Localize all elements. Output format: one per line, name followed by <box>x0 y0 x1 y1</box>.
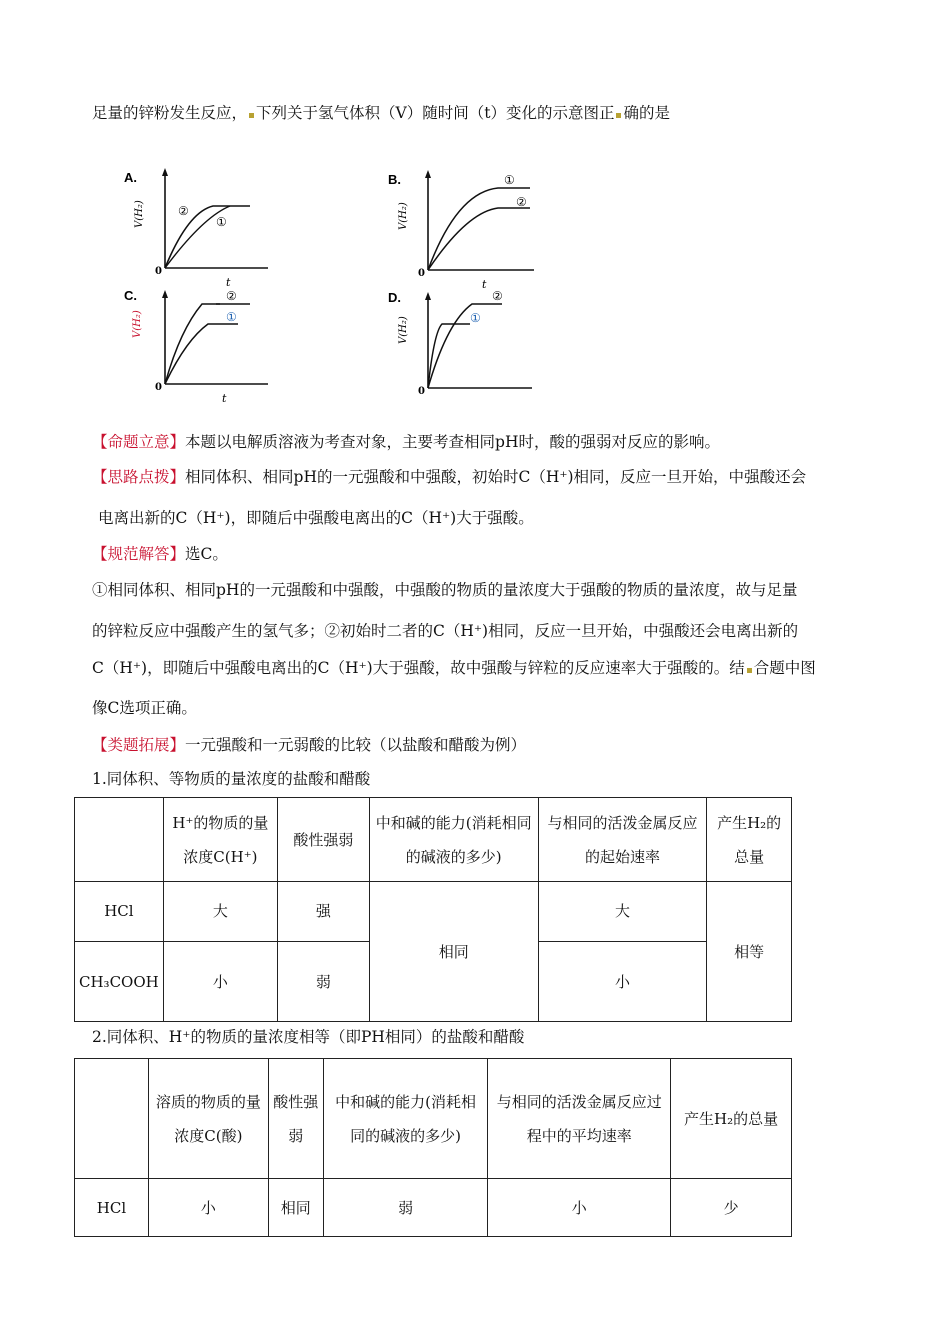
curve-2-label: ② <box>516 195 527 209</box>
curve-1 <box>165 324 238 384</box>
silu-tag: 【思路点拨】 <box>92 468 186 486</box>
origin-label: 0 <box>155 266 162 277</box>
y-axis-label: V(H₂) <box>398 202 409 230</box>
x-axis-label: t <box>226 276 231 289</box>
table-2 <box>74 1058 792 1237</box>
table2-row1-total: 少 <box>671 1179 792 1237</box>
table2-row1-rate: 小 <box>488 1179 671 1237</box>
curve-1-label: ① <box>216 215 227 229</box>
table1-header-total: 产生H₂的总量 <box>707 798 792 882</box>
origin-label: 0 <box>155 382 162 393</box>
mingti-section <box>92 430 720 452</box>
curve-2-label: ② <box>178 204 189 218</box>
origin-label: 0 <box>418 386 425 397</box>
silu-text-1: 相同体积、相同pH的一元强酸和中强酸，初始时C（H⁺)相同，反应一旦开始，中强酸还会 <box>185 468 807 486</box>
table1-header-rate: 与相同的活泼金属反应的起始速率 <box>538 798 707 882</box>
y-axis-arrow <box>162 168 168 176</box>
table1-header-neutralize: 中和碱的能力(消耗相同的碱液的多少) <box>369 798 538 882</box>
explanation-line-4: 像C选项正确。 <box>92 699 197 717</box>
table1-caption: 1.同体积、等物质的量浓度的盐酸和醋酸 <box>92 770 371 788</box>
table1-header-concentration: H⁺的物质的量浓度C(H⁺) <box>163 798 277 882</box>
figure-a-label: A. <box>124 170 137 185</box>
table1-row2-conc: 小 <box>163 942 277 1022</box>
table1-row1-rate: 大 <box>538 882 707 942</box>
table2-caption: 2.同体积、H⁺的物质的量浓度相等（即PH相同）的盐酸和醋酸 <box>92 1028 525 1046</box>
table1-row1-acid: HCl <box>75 882 164 942</box>
leiti-section <box>92 733 526 755</box>
figure-b <box>382 162 542 291</box>
guifan-section <box>92 542 228 564</box>
y-axis-label: V(H₂) <box>398 316 409 344</box>
table2-header-empty <box>75 1059 149 1179</box>
curve-2 <box>165 304 220 384</box>
curve-1-label: ① <box>504 173 515 187</box>
x-axis-label: t <box>482 278 487 291</box>
y-axis-label: V(H₂) <box>132 310 143 338</box>
figure-b-label: B. <box>388 172 401 187</box>
table2-header-concentration: 溶质的物质的量浓度C(酸) <box>148 1059 268 1179</box>
curve-2 <box>428 304 502 388</box>
table1-header-acidity: 酸性强弱 <box>278 798 370 882</box>
guifan-tag: 【规范解答】 <box>92 545 186 563</box>
origin-label: 0 <box>418 268 425 279</box>
silu-text-2: 电离出新的C（H⁺)，即随后中强酸电离出的C（H⁺)大于强酸。 <box>98 509 534 527</box>
curve-2-label: ② <box>226 289 237 303</box>
question-intro: 足量的锌粉发生反应， 下列关于氢气体积（V）随时间（t）变化的示意图正 确的是 <box>92 104 670 122</box>
table1-neutralize-merged: 相同 <box>369 882 538 1022</box>
y-axis-arrow <box>425 292 431 300</box>
x-axis-label: t <box>222 392 227 405</box>
figure-c <box>118 280 278 409</box>
table1-row2-acidity: 弱 <box>278 942 370 1022</box>
y-axis-arrow <box>162 290 168 298</box>
guifan-text: 选C。 <box>185 545 228 563</box>
silu-section <box>92 465 806 487</box>
explanation-line-3: C（H⁺)，即随后中强酸电离出的C（H⁺)大于强酸，故中强酸与锌粒的反应速率大于强酸的。结 合题中图 <box>92 659 816 677</box>
y-axis-label: V(H₂) <box>134 200 145 228</box>
table2-row1-neutralize: 弱 <box>323 1179 488 1237</box>
figure-a <box>118 162 278 291</box>
leiti-text: 一元强酸和一元弱酸的比较（以盐酸和醋酸为例） <box>185 736 527 754</box>
curve-2-label: ② <box>492 289 503 303</box>
table2-header-rate: 与相同的活泼金属反应过程中的平均速率 <box>488 1059 671 1179</box>
highlight-mark <box>249 113 254 118</box>
table1-row2-rate: 小 <box>538 942 707 1022</box>
highlight-mark <box>747 668 752 673</box>
curve-1 <box>428 188 530 270</box>
mingti-text: 本题以电解质溶液为考查对象，主要考查相同pH时，酸的强弱对反应的影响。 <box>185 433 720 451</box>
figure-c-label: C. <box>124 288 137 303</box>
table1-row2-acid: CH₃COOH <box>75 942 164 1022</box>
leiti-tag: 【类题拓展】 <box>92 736 186 754</box>
table2-header-neutralize: 中和碱的能力(消耗相同的碱液的多少) <box>323 1059 488 1179</box>
mingti-tag: 【命题立意】 <box>92 433 186 451</box>
table2-row1-conc: 小 <box>148 1179 268 1237</box>
table1-row1-conc: 大 <box>163 882 277 942</box>
curve-2 <box>428 208 530 270</box>
table1-row1-acidity: 强 <box>278 882 370 942</box>
table2-row1-acid: HCl <box>75 1179 149 1237</box>
explanation-line-1: ①相同体积、相同pH的一元强酸和中强酸，中强酸的物质的量浓度大于强酸的物质的量浓度，故与足量 <box>92 581 798 599</box>
table-1 <box>74 797 792 1022</box>
table1-total-merged: 相等 <box>707 882 792 1022</box>
curve-1-label: ① <box>470 311 481 325</box>
highlight-mark <box>616 113 621 118</box>
figure-d <box>382 282 542 411</box>
table1-header-empty <box>75 798 164 882</box>
y-axis-arrow <box>425 170 431 178</box>
table2-header-acidity: 酸性强弱 <box>268 1059 323 1179</box>
curve-1-label: ① <box>226 310 237 324</box>
figure-d-label: D. <box>388 290 401 305</box>
explanation-line-2: 的锌粒反应中强酸产生的氢气多；②初始时二者的C（H⁺)相同，反应一旦开始，中强酸还会电离出新的 <box>92 622 799 640</box>
table2-header-total: 产生H₂的总量 <box>671 1059 792 1179</box>
table2-row1-acidity: 相同 <box>268 1179 323 1237</box>
